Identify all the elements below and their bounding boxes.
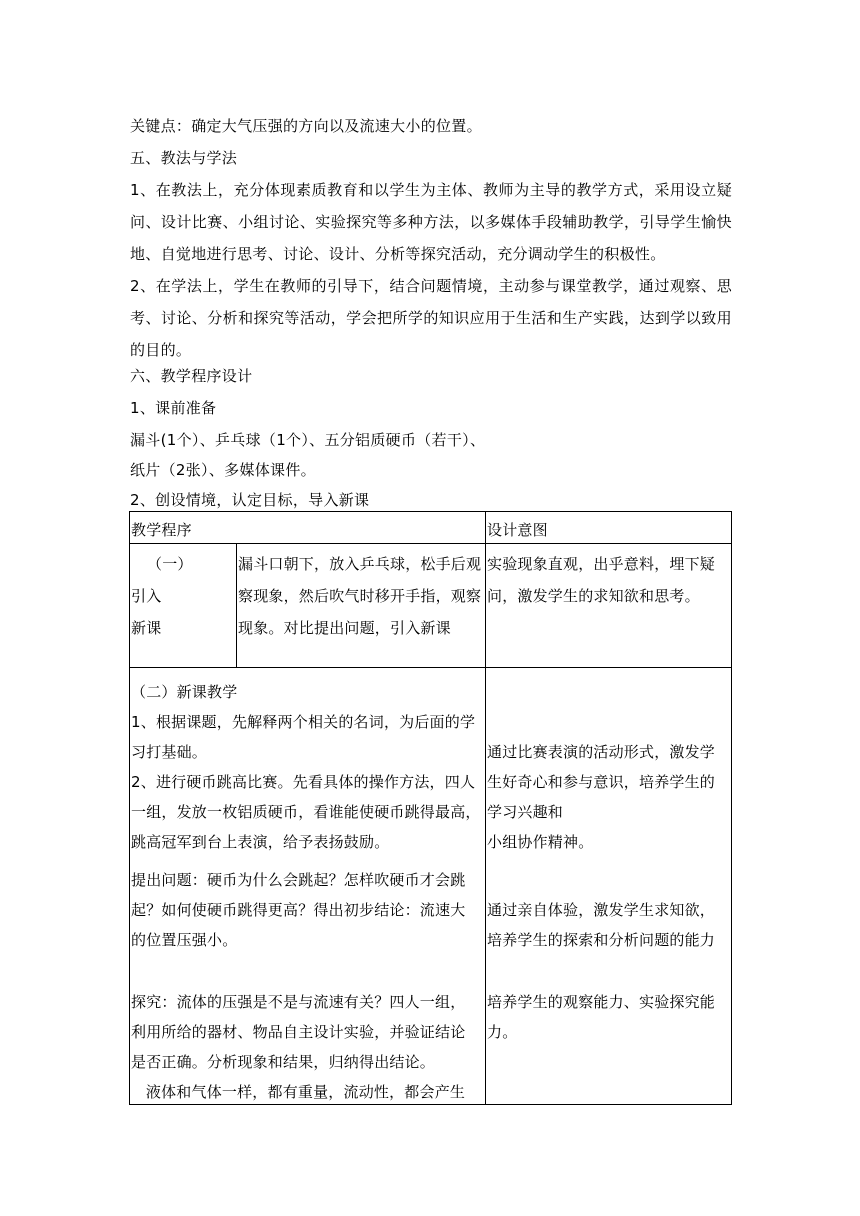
row2-intent-line: 培养学生的观察能力、实验探究能 — [487, 993, 716, 1011]
table-border-left — [129, 511, 130, 1105]
row2-content-line: 起？如何使硬币跳得更高？得出初步结论：流速大 — [131, 901, 466, 919]
table-border-top — [129, 511, 732, 512]
row2-intent-line: 力。 — [487, 1023, 518, 1041]
row2-intent-line: 培养学生的探索和分析问题的能力 — [487, 931, 716, 949]
row2-content-line: 习打基础。 — [131, 743, 208, 761]
table-border-mid — [485, 511, 486, 1105]
learning-method-paragraph: 2、在学法上，学生在教师的引导下，结合问题情境，主动参与课堂教学，通过观察、思考、讨论、分析和探究等活动，学会把所学的知识应用于生活和生产实践，达到学以致用的目的。 — [130, 277, 732, 359]
row1-content-line: 察现象，然后吹气时移开手指，观察 — [238, 587, 482, 605]
row2-content-line: 1、根据课题，先解释两个相关的名词，为后面的学 — [131, 713, 476, 731]
row2-content-line: 提出问题：硬币为什么会跳起？怎样吹硬币才会跳 — [131, 871, 466, 889]
row2-content-line: 利用所给的器材、物品自主设计实验，并验证结论 — [131, 1023, 466, 1041]
row2-intent-line: 小组协作精神。 — [487, 833, 594, 851]
prep-items-line-1: 漏斗(1个）、乒乓球（1个）、五分铝质硬币（若干）、 — [130, 431, 486, 449]
table-border-row1 — [129, 667, 732, 668]
header-intent: 设计意图 — [487, 521, 548, 539]
row2-content-line: 是否正确。分析现象和结果，归纳得出结论。 — [131, 1053, 436, 1071]
header-procedure: 教学程序 — [131, 521, 192, 539]
row2-intent-line: 学习兴趣和 — [487, 803, 564, 821]
row2-content-line: 2、进行硬币跳高比赛。先看具体的操作方法，四人 — [131, 773, 476, 791]
prep-title: 1、课前准备 — [130, 399, 217, 417]
row1-intent-line: 问，激发学生的求知欲和思考。 — [487, 587, 700, 605]
row2-content-line: 一组，发放一枚铝质硬币，看谁能使硬币跳得最高， — [131, 803, 481, 821]
teaching-method-paragraph: 1、在教法上，充分体现素质教育和以学生为主体、教师为主导的教学方式，采用设立疑问、设计比赛、小组讨论、实验探究等多种方法，以多媒体手段辅助教学，引导学生愉快地、自觉地进行思考、讨论、设计、分析等探究活动，充分调动学生的积极性。 — [130, 181, 732, 263]
row1-label-line: （一） — [147, 555, 193, 573]
table-border-label-col — [236, 543, 237, 668]
row2-intent-line: 通过比赛表演的活动形式，激发学 — [487, 743, 716, 761]
row1-label-line: 引入 — [131, 587, 162, 605]
row2-content-line: 跳高冠军到台上表演，给予表扬鼓励。 — [131, 833, 390, 851]
row1-content-line: 漏斗口朝下，放入乒乓球，松手后观 — [238, 555, 482, 573]
row1-intent-line: 实验现象直观，出乎意料，埋下疑 — [487, 555, 716, 573]
table-border-right — [731, 511, 732, 1105]
key-point-text: 关键点：确定大气压强的方向以及流速大小的位置。 — [130, 117, 482, 135]
row2-content-line: 液体和气体一样，都有重量，流动性，都会产生 — [131, 1083, 466, 1101]
row1-content-line: 现象。对比提出问题，引入新课 — [238, 619, 451, 637]
scene-title: 2、创设情境，认定目标，导入新课 — [130, 491, 370, 509]
row2-intent-line: 生好奇心和参与意识，培养学生的 — [487, 773, 716, 791]
row2-content-line: 的位置压强小。 — [131, 931, 238, 949]
section-5-title: 五、教法与学法 — [130, 149, 238, 167]
prep-items-line-2: 纸片（2张）、多媒体课件。 — [130, 461, 316, 479]
section-6-title: 六、教学程序设计 — [130, 367, 253, 385]
table-border-header — [129, 543, 732, 544]
row2-intent-line: 通过亲自体验，激发学生求知欲， — [487, 901, 716, 919]
row2-content-line: （二）新课教学 — [131, 683, 238, 701]
row1-label-line: 新课 — [131, 619, 162, 637]
row2-content-line: 探究：流体的压强是不是与流速有关？四人一组， — [131, 993, 466, 1011]
